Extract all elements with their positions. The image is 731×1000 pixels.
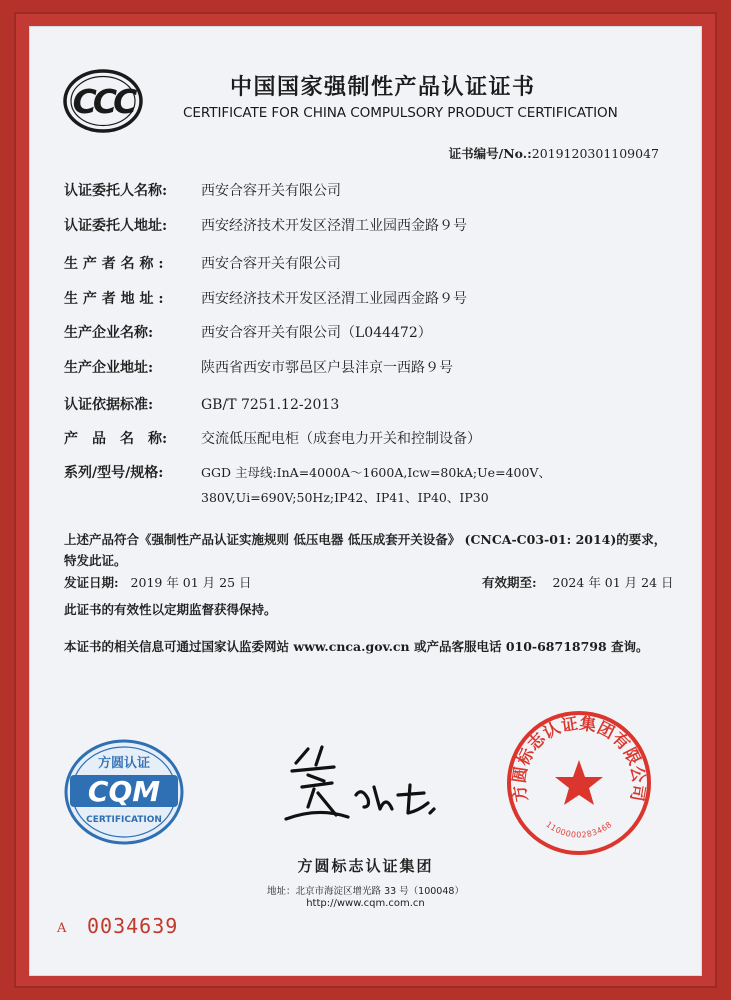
stamp-arc-path-text: 方圆标志认证集团有限公司 [509, 713, 649, 804]
cqm-logo-main-text: CQM [87, 775, 161, 808]
field-applicant-name [64, 180, 341, 200]
field-label: 认证委托人名称: [64, 183, 168, 199]
ccc-logo [62, 68, 144, 134]
field-value: 交流低压配电柜（成套电力开关和控制设备） [201, 431, 481, 447]
field-label: 认证委托人地址: [64, 218, 168, 234]
field-value: 西安合容开关有限公司 [201, 256, 341, 272]
field-factory-name [64, 322, 432, 342]
field-value: 西安合容开关有限公司（L044472） [201, 325, 432, 341]
stamp-star-icon [555, 760, 603, 805]
cqm-logo-top-text: 方圆认证 [97, 756, 151, 771]
field-value: GB/T 7251.12-2013 [201, 397, 340, 413]
certificate-title-en: CERTIFICATE FOR CHINA COMPULSORY PRODUCT CERTIFICATION [183, 105, 618, 121]
serial-number: 0034639 [87, 914, 179, 938]
cqm-logo-bottom-text: CERTIFICATION [86, 815, 162, 825]
expiry-date-value: 2024 年 01 月 24 日 [552, 575, 674, 590]
certificate-number-value: 2019120301109047 [531, 146, 659, 161]
field-label: 生 产 者 地 址 : [64, 291, 164, 307]
expiry-date [482, 573, 674, 591]
signature [278, 737, 448, 832]
footer-organization: 方圆标志认证集团 [297, 857, 434, 875]
field-manufacturer-name [64, 253, 341, 273]
field-label: 生 产 者 名 称 : [64, 256, 164, 272]
certificate-title-cn: 中国国家强制性产品认证证书 [230, 75, 536, 100]
footer-address: 地址：北京市海淀区增光路 33 号（100048） [267, 886, 464, 897]
stamp-code-path-text: 1100000283468 [544, 819, 614, 840]
field-label: 产 品 名 称: [64, 431, 168, 447]
field-model-line2: 380V,Ui=690V;50Hz;IP42、IP41、IP40、IP30 [201, 490, 489, 505]
issue-date-value: 2019 年 01 月 25 日 [130, 575, 252, 590]
certificate-number [449, 144, 659, 162]
certificate-number-label: 证书编号/No.: [448, 146, 532, 161]
ccc-logo-text: CCC [72, 82, 134, 121]
info-note: 本证书的相关信息可通过国家认监委网站 www.cnca.gov.cn 或产品客服电话 010-68718798 查询。 [64, 639, 649, 654]
field-label: 生产企业名称: [64, 325, 154, 341]
field-value: 西安经济技术开发区泾渭工业园西金路９号 [201, 218, 467, 234]
field-applicant-address [64, 215, 467, 235]
field-value: GGD 主母线:InA=4000A～1600A,Icw=80kA;Ue=400V、 [201, 465, 551, 480]
serial-letter: A [57, 921, 67, 936]
company-stamp [504, 708, 654, 858]
field-manufacturer-address [64, 288, 467, 308]
field-label: 系列/型号/规格: [64, 465, 164, 481]
footer-url: http://www.cqm.com.cn [306, 898, 425, 909]
field-label: 认证依据标准: [64, 397, 154, 413]
conformity-statement: 上述产品符合《强制性产品认证实施规则 低压电器 低压成套开关设备》 (CNCA-C03-01: 2014)的要求，特发此证。 [64, 532, 667, 568]
field-model [64, 462, 551, 482]
field-value: 西安经济技术开发区泾渭工业园西金路９号 [201, 291, 467, 307]
field-product-name [64, 428, 481, 448]
field-factory-address [64, 357, 453, 377]
field-value: 西安合容开关有限公司 [201, 183, 341, 199]
issue-date-label: 发证日期: [64, 575, 119, 590]
field-value: 陕西省西安市鄠邑区户县沣京一西路９号 [201, 360, 453, 376]
field-label: 生产企业地址: [64, 360, 154, 376]
cqm-logo [62, 737, 186, 847]
issue-date [64, 573, 252, 591]
field-standard [64, 394, 339, 414]
validity-note: 此证书的有效性以定期监督获得保持。 [64, 602, 277, 617]
stamp-code-text [544, 820, 614, 840]
expiry-date-label: 有效期至: [482, 575, 537, 590]
